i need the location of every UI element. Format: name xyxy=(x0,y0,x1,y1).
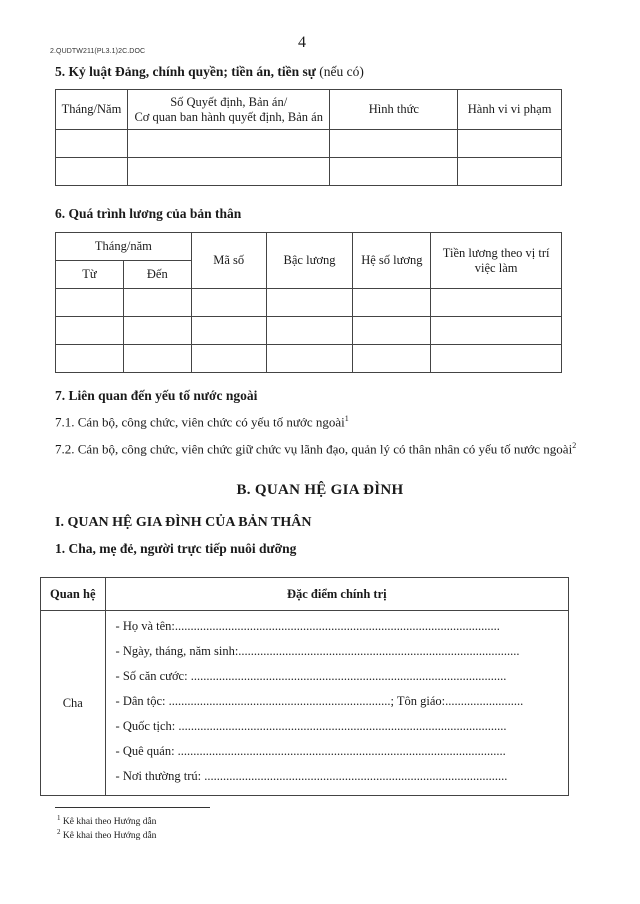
section-6-title: 6. Quá trình lương của bản thân xyxy=(55,206,242,221)
table-row xyxy=(56,289,562,317)
header-decision xyxy=(127,90,330,130)
page-number: 4 xyxy=(298,34,306,51)
section-7-2-text: 7.2. Cán bộ, công chức, viên chức giữ chức vụ lãnh đạo, quản lý có thân nhân có yếu tố nước ngoài xyxy=(55,441,573,457)
header-month-year: Tháng/năm xyxy=(56,233,192,261)
header-decision-line1: Số Quyết định, Bản án/ xyxy=(170,94,288,109)
footnote-divider xyxy=(55,807,210,808)
footnote-2 xyxy=(57,828,156,841)
section-i-title: I. QUAN HỆ GIA ĐÌNH CỦA BẢN THÂN xyxy=(55,515,312,530)
field-id-number[interactable]: - Số căn cước: ..................................................................................................... xyxy=(115,669,507,683)
table-row xyxy=(56,158,562,186)
relation-cell: Cha xyxy=(41,611,106,796)
traits-cell xyxy=(105,611,568,796)
section-7-title: 7. Liên quan đến yếu tố nước ngoài xyxy=(55,388,258,403)
header-relation: Quan hệ xyxy=(41,578,106,611)
family-table xyxy=(40,577,569,796)
footnote-ref-2: 2 xyxy=(572,441,577,450)
header-decision-line2: Cơ quan ban hành quyết định, Bản án xyxy=(134,109,323,124)
table-row xyxy=(41,611,569,796)
subsection-1-title: 1. Cha, mẹ đẻ, người trực tiếp nuôi dưỡng xyxy=(55,541,297,556)
header-coefficient: Hệ số lương xyxy=(353,233,431,289)
section-5-note: (nếu có) xyxy=(315,64,364,79)
field-birth-date[interactable]: - Ngày, tháng, năm sinh:.......................................................................................... xyxy=(115,644,520,658)
header-form: Hình thức xyxy=(330,90,458,130)
footnote-1-text: Kê khai theo Hướng dẫn xyxy=(60,817,157,828)
section-7-1 xyxy=(55,414,349,430)
section-5-heading: 5. Kỷ luật Đảng, chính quyền; tiền án, tiền sự xyxy=(55,64,316,79)
section-7-1-text: 7.1. Cán bộ, công chức, viên chức có yếu tố nước ngoài xyxy=(55,414,345,430)
header-code: Mã số xyxy=(191,233,266,289)
header-position-salary-line1: Tiền lương theo vị trí xyxy=(442,245,550,260)
footnote-1-marker: 1 xyxy=(57,814,61,822)
header-to: Đến xyxy=(123,261,191,289)
footnote-2-text: Kê khai theo Hướng dẫn xyxy=(60,831,157,842)
header-violation: Hành vi vi phạm xyxy=(458,90,562,130)
table-row xyxy=(56,345,562,373)
field-permanent-residence[interactable]: - Nơi thường trú: ................................................................................................. xyxy=(115,769,508,783)
header-position-salary xyxy=(431,233,562,289)
header-salary-grade: Bậc lương xyxy=(266,233,353,289)
document-id: 2.QUDTW211(PL3.1)2C.DOC xyxy=(50,48,146,55)
header-political-traits: Đặc điểm chính trị xyxy=(105,578,568,611)
part-b-title: B. QUAN HỆ GIA ĐÌNH xyxy=(236,482,404,498)
field-full-name[interactable]: - Họ và tên:........................................................................................................ xyxy=(115,619,500,633)
footnote-ref-1: 1 xyxy=(344,414,349,423)
table-row xyxy=(56,130,562,158)
salary-table xyxy=(55,232,562,373)
field-ethnicity-religion[interactable]: - Dân tộc: .......................................................................; Tôn giáo:......................... xyxy=(115,694,524,708)
footnote-2-marker: 2 xyxy=(57,828,61,836)
field-nationality[interactable]: - Quốc tịch: ......................................................................................................... xyxy=(115,719,507,733)
footnote-1 xyxy=(57,814,156,827)
header-month-year: Tháng/Năm xyxy=(56,90,128,130)
header-position-salary-line2: việc làm xyxy=(474,260,518,275)
table-row xyxy=(56,317,562,345)
field-hometown[interactable]: - Quê quán: ......................................................................................................... xyxy=(115,744,506,758)
discipline-table xyxy=(55,89,562,186)
section-7-2 xyxy=(55,441,576,457)
header-from: Từ xyxy=(56,261,124,289)
section-5-title xyxy=(55,64,364,80)
